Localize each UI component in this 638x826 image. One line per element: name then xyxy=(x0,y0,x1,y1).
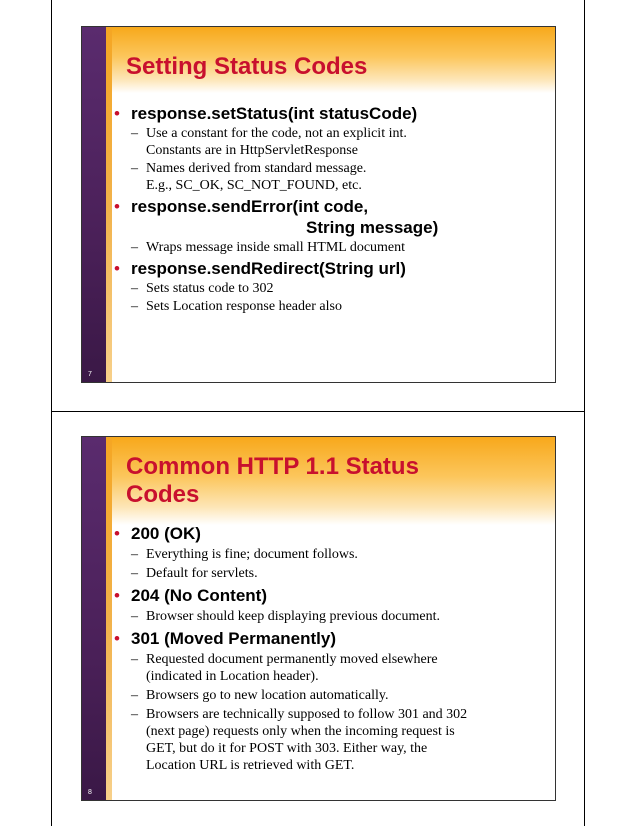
slide-number: 7 xyxy=(88,371,92,378)
bullet-dot: • xyxy=(114,104,120,123)
sub-bullet xyxy=(114,298,545,315)
sub-dash: – xyxy=(131,126,138,141)
bullet-dot: • xyxy=(114,629,120,648)
sub-dash: – xyxy=(131,652,138,667)
sub-dash: – xyxy=(131,566,138,581)
sub-dash: – xyxy=(131,240,138,255)
sub-bullet xyxy=(114,546,545,563)
bullet-text: 301 (Moved Permanently) xyxy=(131,629,337,648)
slide-title: Setting Status Codes xyxy=(126,53,368,80)
sub-text: Sets Location response header also xyxy=(146,299,342,314)
sub-text: GET, but do it for POST with 303. Either way, the xyxy=(146,741,428,756)
slide-title xyxy=(126,453,419,509)
sub-text: Browsers are technically supposed to follow 301 and 302 xyxy=(146,707,468,722)
sub-bullet xyxy=(114,687,545,704)
sub-text: Everything is fine; document follows. xyxy=(146,547,358,562)
sub-text: Browser should keep displaying previous document. xyxy=(146,609,440,624)
sub-text: Sets status code to 302 xyxy=(146,281,274,296)
bullet-204 xyxy=(114,585,545,606)
sub-text: (next page) requests only when the incoming request is xyxy=(146,724,455,739)
bullet-text: response.setStatus(int statusCode) xyxy=(131,104,418,123)
sub-text: Browsers go to new location automatically. xyxy=(146,688,389,703)
sub-bullet xyxy=(114,608,545,625)
sub-bullet xyxy=(114,706,545,774)
sub-text: Constants are in HttpServletResponse xyxy=(146,143,358,158)
sub-dash: – xyxy=(131,299,138,314)
slide-content xyxy=(114,101,545,315)
bullet-dot: • xyxy=(114,197,120,216)
bullet-send-redirect xyxy=(114,258,545,279)
sub-dash: – xyxy=(131,688,138,703)
sub-text: Location URL is retrieved with GET. xyxy=(146,758,355,773)
bullet-send-error xyxy=(114,196,545,238)
bullet-set-status xyxy=(114,103,545,124)
slide-8 xyxy=(81,436,556,801)
sub-text: Use a constant for the code, not an explicit int. xyxy=(146,126,407,141)
sub-bullet xyxy=(114,125,545,159)
sub-dash: – xyxy=(131,281,138,296)
sub-text: Names derived from standard message. xyxy=(146,161,367,176)
sub-dash: – xyxy=(131,609,138,624)
sub-text: Requested document permanently moved elsewhere xyxy=(146,652,438,667)
bullet-text: 200 (OK) xyxy=(131,524,201,543)
sub-bullet xyxy=(114,239,545,256)
bullet-text: 204 (No Content) xyxy=(131,586,267,605)
bullet-text: response.sendRedirect(String url) xyxy=(131,259,406,278)
page-divider xyxy=(51,411,585,412)
bullet-text: response.sendError(int code, xyxy=(131,197,369,216)
bullet-200 xyxy=(114,523,545,544)
title-line: Codes xyxy=(126,481,200,508)
sub-bullet xyxy=(114,160,545,194)
title-line: Common HTTP 1.1 Status xyxy=(126,453,419,480)
sub-bullet xyxy=(114,651,545,685)
sub-text: E.g., SC_OK, SC_NOT_FOUND, etc. xyxy=(146,178,362,193)
slide-number: 8 xyxy=(88,789,92,796)
sub-bullet xyxy=(114,280,545,297)
sub-text: Wraps message inside small HTML document xyxy=(146,240,406,255)
slide-left-bar xyxy=(82,27,106,382)
sub-text: (indicated in Location header). xyxy=(146,669,319,684)
sub-dash: – xyxy=(131,547,138,562)
bullet-dot: • xyxy=(114,259,120,278)
bullet-dot: • xyxy=(114,524,120,543)
bullet-301 xyxy=(114,628,545,649)
sub-bullet xyxy=(114,565,545,582)
sub-dash: – xyxy=(131,161,138,176)
slide-content xyxy=(114,520,545,774)
slide-7 xyxy=(81,26,556,383)
sub-text: Default for servlets. xyxy=(146,566,258,581)
bullet-dot: • xyxy=(114,586,120,605)
bullet-text: String message) xyxy=(306,218,439,237)
sub-dash: – xyxy=(131,707,138,722)
slide-left-bar xyxy=(82,437,106,800)
